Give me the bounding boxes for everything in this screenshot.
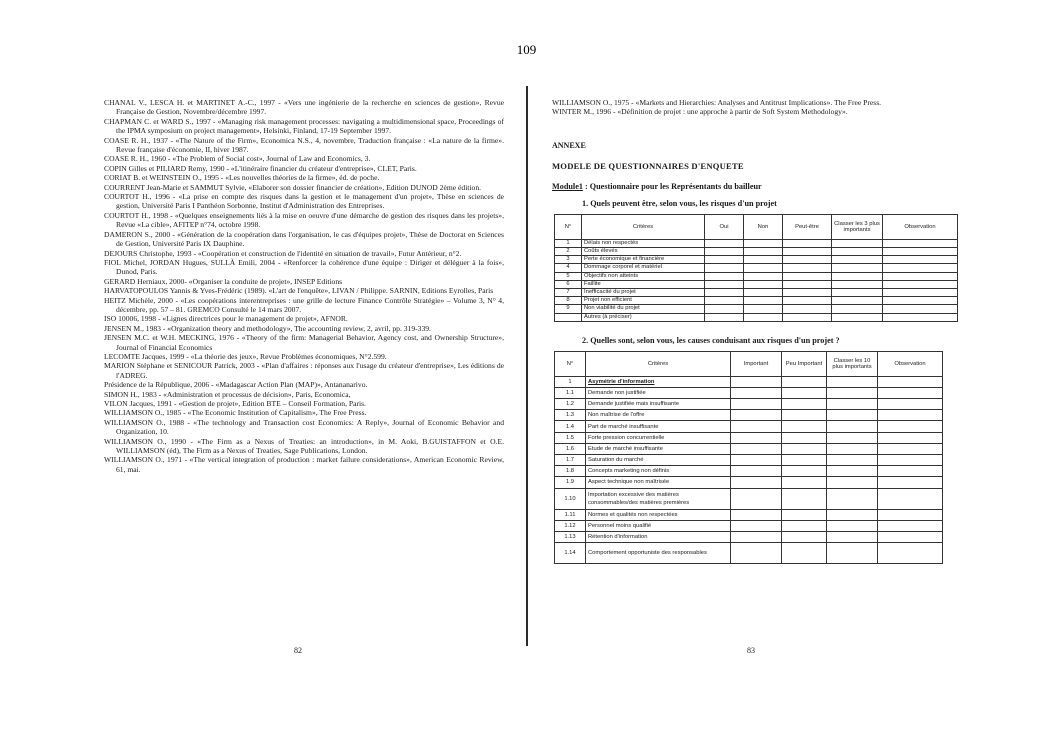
answer-cell xyxy=(783,305,832,313)
answer-cell xyxy=(705,288,744,296)
reference-item: COPIN Gilles et PILIARD Remy, 1990 - «L'itinéraire financier du créateur d'entreprise», CLET, Paris. xyxy=(104,163,417,173)
header-rank: Classer les 10 plus importants xyxy=(827,351,878,376)
row-criteria: Inefficacité du projet xyxy=(582,288,705,296)
answer-cell xyxy=(827,520,878,531)
table-row xyxy=(555,410,943,421)
row-criteria: Projet non efficient xyxy=(582,297,705,305)
row-number: 1.4 xyxy=(555,421,586,432)
answer-cell xyxy=(883,248,958,256)
table-row xyxy=(555,256,958,264)
answer-cell xyxy=(783,264,832,272)
answer-cell xyxy=(878,531,943,542)
answer-cell xyxy=(731,432,782,443)
answer-cell xyxy=(832,264,883,272)
right-page xyxy=(552,98,962,688)
table-row xyxy=(555,477,943,488)
answer-cell xyxy=(705,272,744,280)
answer-cell xyxy=(731,520,782,531)
table-row xyxy=(555,432,943,443)
answer-cell xyxy=(883,280,958,288)
reference-item: VILON Jacques, 1991 - «Gestion de projet», Edition BTE – Conseil Formation, Paris. xyxy=(104,399,366,408)
row-criteria: Objectifs non atteints xyxy=(582,272,705,280)
row-number: 4 xyxy=(555,264,582,272)
header-yes: Oui xyxy=(705,214,744,239)
answer-cell xyxy=(782,520,827,531)
answer-cell xyxy=(878,443,943,454)
header-low-importance: Peu Important xyxy=(782,351,827,376)
table-row xyxy=(555,387,943,398)
table-header-row xyxy=(555,214,958,239)
table-row xyxy=(555,520,943,531)
answer-cell xyxy=(832,272,883,280)
answer-cell xyxy=(782,531,827,542)
answer-cell xyxy=(782,488,827,509)
answer-cell xyxy=(783,248,832,256)
reference-item: FIOL Michel, JORDAN Hugues, SULLÀ Emili, 2004 - «Renforcer la cohérence d'une équipe : Diriger et déléguer à la fois», Dunod, Paris. xyxy=(104,257,504,277)
row-number: 8 xyxy=(555,297,582,305)
answer-cell xyxy=(782,543,827,564)
answer-cell xyxy=(883,313,958,321)
answer-cell xyxy=(705,248,744,256)
reference-item: Présidence de la République, 2006 - «Madagascar Action Plan (MAP)», Antananarivo. xyxy=(104,380,368,390)
answer-cell xyxy=(744,248,783,256)
reference-item: DEJOURS Christophe, 1993 - «Coopération et construction de l'identité en situation de travail», Futur Antérieur, n°2. xyxy=(104,248,462,258)
reference-item: SIMON H., 1983 - «Administration et processus de décision», Paris, Economica, xyxy=(104,389,351,399)
answer-cell xyxy=(832,313,883,321)
header-observation: Observation xyxy=(878,351,943,376)
answer-cell xyxy=(782,443,827,454)
answer-cell xyxy=(832,256,883,264)
reference-item: DAMERON S., 2000 - «Génération de la coopération dans l'organisation, le cas d'équipes projet», Thèse de Doctorat en Sciences de Gestion, Université Paris IX Dauphine. xyxy=(104,229,504,249)
answer-cell xyxy=(744,297,783,305)
row-number: 1.10 xyxy=(555,488,586,509)
reference-item: ISO 10006, 1998 - «Lignes directrices pour le management de projet», AFNOR. xyxy=(104,314,348,324)
question-1-title: 1. Quels peuvent être, selon vous, les risques d'un projet xyxy=(582,198,777,208)
reference-item: COASE R. H., 1937 - «The Nature of the Firm», Economica N.S., 4, novembre, Traduction française : «La nature de la firme». Revue française d'économie, II, hiver 1987. xyxy=(104,135,504,155)
row-number: 1.13 xyxy=(555,531,586,542)
answer-cell xyxy=(832,280,883,288)
row-criteria: Coûts élevés xyxy=(582,248,705,256)
answer-cell xyxy=(782,399,827,410)
answer-cell xyxy=(878,399,943,410)
answer-cell xyxy=(783,288,832,296)
row-criteria: Forte pression concurrentielle xyxy=(586,432,731,443)
answer-cell xyxy=(731,477,782,488)
reference-item: WILLIAMSON O., 1985 - «The Economic Institution of Capitalism», The Free Press. xyxy=(104,408,367,418)
row-criteria: Concepts marketing non définis xyxy=(586,466,731,477)
answer-cell xyxy=(731,531,782,542)
row-number: 1.12 xyxy=(555,520,586,531)
answer-cell xyxy=(878,376,943,387)
reference-item: JENSEN M., 1983 - «Organization theory and methodology», The accounting review, 2, avril, pp. 319-339. xyxy=(104,323,431,333)
row-criteria: Faillite xyxy=(582,280,705,288)
table-row xyxy=(555,531,943,542)
table-row xyxy=(555,313,958,321)
answer-cell xyxy=(782,421,827,432)
row-number: 1.5 xyxy=(555,432,586,443)
row-number: 1.14 xyxy=(555,543,586,564)
answer-cell xyxy=(827,466,878,477)
row-criteria: Normes et qualités non respectées xyxy=(586,509,731,520)
row-number: 1.2 xyxy=(555,399,586,410)
answer-cell xyxy=(731,543,782,564)
reference-item: LECOMTE Jacques, 1999 - «La théorie des jeux», Revue Problèmes économiques, N°2.599. xyxy=(104,351,387,361)
table-row xyxy=(555,488,943,509)
answer-cell xyxy=(883,239,958,247)
answer-cell xyxy=(878,466,943,477)
answer-cell xyxy=(883,256,958,264)
answer-cell xyxy=(705,280,744,288)
answer-cell xyxy=(878,520,943,531)
answer-cell xyxy=(832,248,883,256)
table-row xyxy=(555,543,943,564)
table-row xyxy=(555,280,958,288)
answer-cell xyxy=(731,376,782,387)
answer-cell xyxy=(731,509,782,520)
answer-cell xyxy=(705,264,744,272)
answer-cell xyxy=(883,288,958,296)
row-number xyxy=(555,313,582,321)
answer-cell xyxy=(744,305,783,313)
answer-cell xyxy=(883,305,958,313)
reference-item: JENSEN M.C. et W.H. MECKING, 1976 - «Theory of the firm: Managerial Behavior, Agency cost, and Ownership Structure», Journal of Financial Economics xyxy=(104,333,504,352)
header-maybe: Peut-être xyxy=(783,214,832,239)
answer-cell xyxy=(878,477,943,488)
reference-item: COURRENT Jean-Marie et SAMMUT Sylvie, «Elaborer son dossier financier de création», Edition DUNOD 2ème édition. xyxy=(104,182,482,192)
answer-cell xyxy=(883,297,958,305)
row-criteria: Rétention d'information xyxy=(586,531,731,542)
header-criteria: Critères xyxy=(586,351,731,376)
reference-list-right xyxy=(552,98,962,117)
row-criteria: Délais non respectés xyxy=(582,239,705,247)
questionnaire-model-heading: MODELE DE QUESTIONNAIRES D'ENQUETE xyxy=(552,160,744,171)
reference-item: HARVATOPOULOS Yannis & Yves-Frédéric (1989). «L'art de l'enquête», LIVAN / Philippe. SARNIN, Editions Eyrolles, Paris xyxy=(104,286,494,296)
reference-item: CORIAT B. et WEINSTEIN O., 1995 - «Les nouvelles théories de la firme», éd. de poche. xyxy=(104,173,380,183)
row-number: 1.1 xyxy=(555,387,586,398)
table-row xyxy=(555,466,943,477)
answer-cell xyxy=(878,488,943,509)
answer-cell xyxy=(705,313,744,321)
answer-cell xyxy=(731,466,782,477)
answer-cell xyxy=(782,477,827,488)
answer-cell xyxy=(782,410,827,421)
table-row xyxy=(555,305,958,313)
answer-cell xyxy=(827,477,878,488)
reference-list-left xyxy=(104,98,504,474)
row-number: 2 xyxy=(555,248,582,256)
answer-cell xyxy=(827,421,878,432)
question-2-table xyxy=(554,351,943,564)
answer-cell xyxy=(827,387,878,398)
table-row xyxy=(555,376,943,387)
answer-cell xyxy=(878,432,943,443)
answer-cell xyxy=(878,387,943,398)
answer-cell xyxy=(878,543,943,564)
reference-item: COURTOT H., 1996 - «La prise en compte des risques dans la gestion et le management d'un projet», Thèse en sciences de gestion, Université Paris I Panthéon Sorbonne, Institut d'Administration des Entreprises. xyxy=(104,192,504,211)
answer-cell xyxy=(827,443,878,454)
table-row xyxy=(555,288,958,296)
answer-cell xyxy=(783,313,832,321)
row-criteria: Aspect technique non maîtrisée xyxy=(586,477,731,488)
table-row xyxy=(555,297,958,305)
row-criteria: Etude de marché insuffisante xyxy=(586,443,731,454)
page-number-left: 82 xyxy=(294,646,302,655)
header-number: N° xyxy=(555,351,586,376)
answer-cell xyxy=(878,421,943,432)
answer-cell xyxy=(705,256,744,264)
answer-cell xyxy=(827,399,878,410)
left-page xyxy=(104,98,504,688)
answer-cell xyxy=(731,421,782,432)
answer-cell xyxy=(827,509,878,520)
answer-cell xyxy=(731,455,782,466)
table-row xyxy=(555,264,958,272)
row-criteria: Personnel moins qualifié xyxy=(586,520,731,531)
answer-cell xyxy=(883,272,958,280)
question-1-table xyxy=(554,214,958,322)
row-criteria: Demande non justifiée xyxy=(586,387,731,398)
answer-cell xyxy=(782,432,827,443)
answer-cell xyxy=(782,387,827,398)
reference-item: WILLIAMSON O., 1990 - «The Firm as a Nexus of Treaties: an introduction», in M. Aoki, B.GUISTAFFON et O.E. WILLIAMSON (éd), The Firm as a Nexus of Treaties, Sage Publications, London. xyxy=(104,436,504,456)
answer-cell xyxy=(782,509,827,520)
header-criteria: Critères xyxy=(582,214,705,239)
row-criteria: Saturation du marché xyxy=(586,455,731,466)
answer-cell xyxy=(827,531,878,542)
row-number: 1 xyxy=(555,376,586,387)
row-criteria: Dommage corporel et matériel xyxy=(582,264,705,272)
annexe-heading: ANNEXE xyxy=(552,140,586,150)
answer-cell xyxy=(832,239,883,247)
answer-cell xyxy=(705,239,744,247)
answer-cell xyxy=(731,399,782,410)
answer-cell xyxy=(832,305,883,313)
reference-item: HEITZ Michèle, 2000 - «Les coopérations interentreprises : une grille de lecture Finance Contrôle Stratégie» – Volume 3, N° 4, décembre, pp. 57 – 81. GREMCO Consulté le 14 mars 2007. xyxy=(104,295,504,314)
row-number: 7 xyxy=(555,288,582,296)
answer-cell xyxy=(731,488,782,509)
row-criteria: Comportement opportuniste des responsables xyxy=(586,543,731,564)
reference-item: COURTOT H., 1998 - «Quelques enseignements liés à la mise en oeuvre d'une démarche de gestion des risques dans les projets», Revue «La cible», AFITEP n°74, octobre 1998. xyxy=(104,210,504,230)
answer-cell xyxy=(783,239,832,247)
answer-cell xyxy=(731,387,782,398)
row-number: 6 xyxy=(555,280,582,288)
reference-item: COASE R. H., 1960 - «The Problem of Social cost», Journal of Law and Economics, 3. xyxy=(104,154,371,164)
table-row xyxy=(555,248,958,256)
row-number: 1.7 xyxy=(555,455,586,466)
header-important: Important xyxy=(731,351,782,376)
answer-cell xyxy=(782,466,827,477)
answer-cell xyxy=(832,297,883,305)
header-number: N° xyxy=(555,214,582,239)
reference-item: WILLIAMSON O., 1988 - «The technology and Transaction cost Economics: A Reply», Journal of Economic Behavior and Organization, 10. xyxy=(104,417,504,437)
question-2-title: 2. Quelles sont, selon vous, les causes conduisant aux risques d'un projet ? xyxy=(582,335,840,345)
reference-item: CHANAL V., LESCA H. et MARTINET A.-C., 1997 - «Vers une ingénierie de la recherche en sciences de gestion», Revue Française de Gestion, Novembre/décembre 1997. xyxy=(104,98,504,117)
header-no: Non xyxy=(744,214,783,239)
row-number: 3 xyxy=(555,256,582,264)
row-number: 5 xyxy=(555,272,582,280)
answer-cell xyxy=(744,239,783,247)
answer-cell xyxy=(731,410,782,421)
row-criteria: Demande justifiée mais insuffisante xyxy=(586,399,731,410)
row-criteria: Non viabilité du projet xyxy=(582,305,705,313)
answer-cell xyxy=(744,288,783,296)
answer-cell xyxy=(878,509,943,520)
answer-cell xyxy=(783,256,832,264)
answer-cell xyxy=(705,297,744,305)
row-number: 1.6 xyxy=(555,443,586,454)
row-number: 1.11 xyxy=(555,509,586,520)
module-title: : Questionnaire pour les Représentants du bailleur xyxy=(582,181,762,191)
answer-cell xyxy=(783,297,832,305)
answer-cell xyxy=(744,280,783,288)
answer-cell xyxy=(783,280,832,288)
table-row xyxy=(555,455,943,466)
scan-page-number: 109 xyxy=(516,42,537,57)
header-rank: Classer les 3 plus importants xyxy=(832,214,883,239)
row-number: 9 xyxy=(555,305,582,313)
row-number: 1.8 xyxy=(555,466,586,477)
answer-cell xyxy=(827,376,878,387)
reference-item: WILLIAMSON O., 1975 - «Markets and Hierarchies: Analyses and Antitrust Implications». The Free Press. xyxy=(552,98,882,107)
table-row xyxy=(555,509,943,520)
answer-cell xyxy=(827,455,878,466)
row-criteria: Asymétrie d'information xyxy=(586,376,731,387)
answer-cell xyxy=(744,313,783,321)
page-number-right: 83 xyxy=(747,646,755,655)
table-row xyxy=(555,272,958,280)
book-spread xyxy=(92,86,972,686)
answer-cell xyxy=(878,410,943,421)
reference-item: CHAPMAN C. et WARD S., 1997 - «Managing risk management processes: navigating a multidimensional space, Proceedings of the IPMA symposium on project management», Helsinki, Finland, 17-19 September 1997. xyxy=(104,116,504,136)
table-row xyxy=(555,443,943,454)
header-observation: Observation xyxy=(883,214,958,239)
answer-cell xyxy=(705,305,744,313)
answer-cell xyxy=(782,376,827,387)
book-fold-line xyxy=(526,86,528,646)
row-criteria: Perte économique et financière xyxy=(582,256,705,264)
reference-item: MARION Stéphane et SENICOUR Patrick, 2003 - «Plan d'affaires : réponses aux l'usage du créateur d'entreprise», Les éditions de l'ADREG. xyxy=(104,361,504,380)
answer-cell xyxy=(883,264,958,272)
row-criteria: Autres (à préciser) xyxy=(582,313,705,321)
row-criteria: Importation excessive des matières consommables/des matières premières xyxy=(586,488,731,509)
row-number: 1 xyxy=(555,239,582,247)
answer-cell xyxy=(878,455,943,466)
answer-cell xyxy=(827,488,878,509)
table-header-row xyxy=(555,351,943,376)
row-criteria: Part de marché insuffisante xyxy=(586,421,731,432)
reference-item: GERARD Herniaux, 2000- «Organiser la conduite de projet», INSEP Editions xyxy=(104,276,343,286)
reference-item: WINTER M., 1996 - «Définition de projet : une approche à partir de Soft System Methodology». xyxy=(552,107,848,117)
answer-cell xyxy=(827,410,878,421)
answer-cell xyxy=(783,272,832,280)
row-number: 1.3 xyxy=(555,410,586,421)
answer-cell xyxy=(827,432,878,443)
reference-item: WILLIAMSON O., 1971 - «The vertical integration of production : market failure considerations», American Economic Review, 61, mai. xyxy=(104,455,504,474)
answer-cell xyxy=(744,264,783,272)
answer-cell xyxy=(744,272,783,280)
answer-cell xyxy=(731,443,782,454)
answer-cell xyxy=(827,543,878,564)
row-number: 1.9 xyxy=(555,477,586,488)
answer-cell xyxy=(782,455,827,466)
row-criteria: Non maîtrise de l'offre xyxy=(586,410,731,421)
table-row xyxy=(555,421,943,432)
answer-cell xyxy=(744,256,783,264)
table-row xyxy=(555,399,943,410)
table-row xyxy=(555,239,958,247)
module-label: Module1 xyxy=(552,181,583,191)
module-heading xyxy=(552,182,962,191)
answer-cell xyxy=(832,288,883,296)
